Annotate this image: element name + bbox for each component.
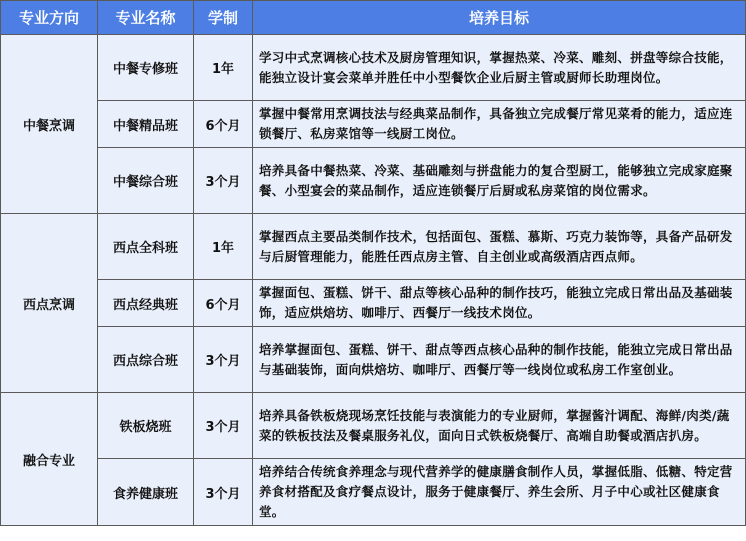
course-duration: 3个月	[194, 459, 253, 526]
table-row	[1, 101, 746, 148]
header-duration: 学制	[194, 1, 253, 35]
course-name: 西点综合班	[98, 327, 194, 393]
course-name: 西点经典班	[98, 280, 194, 327]
table-row	[1, 459, 746, 526]
header-direction: 专业方向	[1, 1, 98, 35]
course-name: 中餐专修班	[98, 35, 194, 101]
course-name: 西点全科班	[98, 214, 194, 280]
course-duration: 3个月	[194, 327, 253, 393]
course-goal: 培养具备中餐热菜、冷菜、基础雕刻与拼盘能力的复合型厨工，能够独立完成家庭聚餐、小型宴会的菜品制作，适应连锁餐厅后厨或私房菜馆的岗位需求。	[253, 148, 746, 214]
table-row	[1, 148, 746, 214]
course-duration: 3个月	[194, 393, 253, 459]
course-name: 铁板烧班	[98, 393, 194, 459]
course-duration: 6个月	[194, 280, 253, 327]
course-name: 中餐精品班	[98, 101, 194, 148]
header-row	[1, 1, 746, 35]
direction-cell: 西点烹调	[1, 214, 98, 393]
direction-cell: 融合专业	[1, 393, 98, 526]
course-goal: 掌握中餐常用烹调技法与经典菜品制作，具备独立完成餐厅常见菜肴的能力，适应连锁餐厅、私房菜馆等一线厨工岗位。	[253, 101, 746, 148]
course-goal: 培养具备铁板烧现场烹饪技能与表演能力的专业厨师，掌握酱汁调配、海鲜/肉类/蔬菜的铁板技法及餐桌服务礼仪，面向日式铁板烧餐厅、高端自助餐或酒店扒房。	[253, 393, 746, 459]
table-row	[1, 214, 746, 280]
direction-cell: 中餐烹调	[1, 35, 98, 214]
course-duration: 1年	[194, 35, 253, 101]
table-row	[1, 327, 746, 393]
course-goal: 掌握西点主要品类制作技术，包括面包、蛋糕、慕斯、巧克力装饰等，具备产品研发与后厨管理能力，能胜任西点房主管、自主创业或高级酒店西点师。	[253, 214, 746, 280]
header-goal: 培养目标	[253, 1, 746, 35]
table-row	[1, 35, 746, 101]
course-duration: 6个月	[194, 101, 253, 148]
course-goal: 掌握面包、蛋糕、饼干、甜点等核心品种的制作技巧，能独立完成日常出品及基础装饰，适应烘焙坊、咖啡厅、西餐厅一线技术岗位。	[253, 280, 746, 327]
course-name: 中餐综合班	[98, 148, 194, 214]
course-goal: 培养掌握面包、蛋糕、饼干、甜点等西点核心品种的制作技能，能独立完成日常出品与基础装饰，面向烘焙坊、咖啡厅、西餐厅等一线岗位或私房工作室创业。	[253, 327, 746, 393]
course-goal: 学习中式烹调核心技术及厨房管理知识，掌握热菜、冷菜、雕刻、拼盘等综合技能，能独立设计宴会菜单并胜任中小型餐饮企业后厨主管或厨师长助理岗位。	[253, 35, 746, 101]
header-name: 专业名称	[98, 1, 194, 35]
course-goal: 培养结合传统食养理念与现代营养学的健康膳食制作人员，掌握低脂、低糖、特定营养食材搭配及食疗餐点设计，服务于健康餐厅、养生会所、月子中心或社区健康食堂。	[253, 459, 746, 526]
course-name: 食养健康班	[98, 459, 194, 526]
course-duration: 3个月	[194, 148, 253, 214]
course-duration: 1年	[194, 214, 253, 280]
table-row	[1, 280, 746, 327]
table-row	[1, 393, 746, 459]
